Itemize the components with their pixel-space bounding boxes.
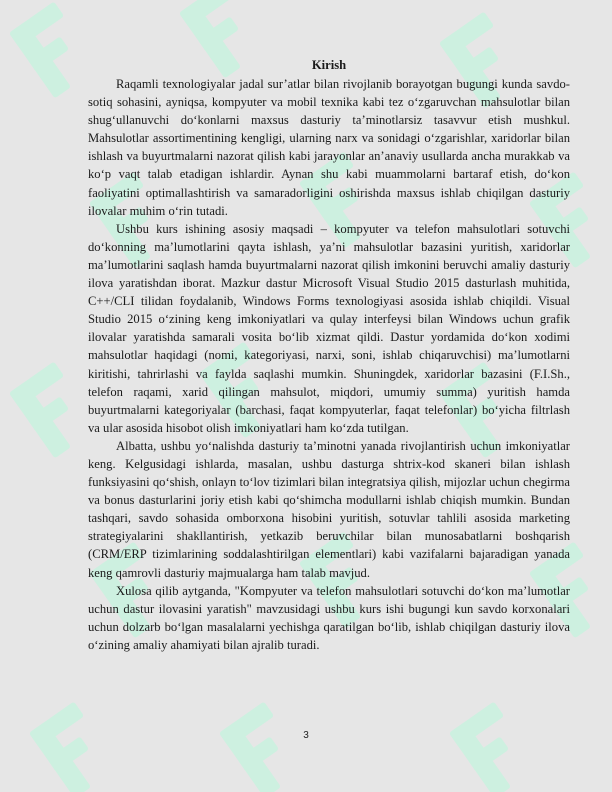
watermark-mark (449, 701, 540, 792)
paragraph-2: Ushbu kurs ishining asosiy maqsadi – kompyuter va telefon mahsulotlari sotuvchi do‘konning ma’lumotlarini qayta ishlash, ya’ni mahsulotlar bazasini yuritish, xaridorlar ma’lumotlarini saqlash hamda buyurtmalarni nazorat qilish imkonini beruvchi amaliy dasturiy ilova yaratishdan iborat. Mazkur dastur Microsoft Visual Studio 2015 dasturlash muhitida, C++/CLI tilidan foydalanib, Windows Forms texnologiyasi asosida ishlab chiqildi. Visual Studio 2015 o‘zining keng imkoniyatlari va qulay interfeysi bilan Windows uchun grafik ilovalar yaratishda samarali vosita bo‘lib xizmat qildi. Dastur yordamida do‘kon xodimi mahsulotlar haqidagi (nomi, kategoriyasi, narxi, soni, ishlab chiqaruvchisi) ma’lumotlarni kiritishi, tahrirlashi va faylda saqlashi mumkin. Shuningdek, xaridorlar bazasini (F.I.Sh., telefon raqami, xarid qilingan mahsulot, miqdori, umumiy summa) yuritish hamda buyurtmalarni kategoriyalar (barchasi, faqat kompyuterlar, faqat telefonlar) bo‘yicha filtrlash va ular asosida hisobot olish imkoniyatlari ham ko‘zda tutilgan. (88, 221, 570, 435)
watermark-mark (29, 701, 120, 792)
paragraph-4: Xulosa qilib aytganda, "Kompyuter va telefon mahsulotlari sotuvchi do‘kon ma’lumotlar uchun dastur ilovasini yaratish" mavzusidagi ushbu kurs ishi bugungi kun savdo korxonalari uchun dolzarb bo‘lgan masalalarni yechishga qaratilgan bo‘lib, ishlab chiqilgan dasturiy ilova o‘zining amaliy ahamiyati bilan ajralib turadi. (88, 583, 570, 652)
watermark-mark (219, 701, 310, 792)
paragraph-3: Albatta, ushbu yo‘nalishda dasturiy ta’minotni yanada rivojlantirish uchun imkoniyatlar keng. Kelgusidagi ishlarda, masalan, ushbu dasturga shtrix-kod skaneri bilan ishlash funksiyasini qo‘shish, onlayn to‘lov tizimlari bilan integratsiya qilish, mijozlar uchun chegirma va bonus dasturlarini joriy etish kabi qo‘shimcha modullarni ishlab chiqish mumkin. Bundan tashqari, savdo sohasida omborxona hisobini yuritish, sotuvlar tahlili asosida marketing strategiyalarini shakllantirish, yetkazib beruvchilar bilan munosabatlarni boshqarish (CRM/ERP tizimlarining soddalashtirilgan elementlari) kabi vazifalarni bajaradigan yanada keng qamrovli dasturiy majmualarga ham talab mavjud. (88, 438, 570, 580)
watermark-mark (9, 361, 100, 458)
watermark-mark (9, 1, 100, 98)
document-body (88, 56, 570, 654)
document-title: Kirish (311, 58, 347, 72)
page-number: 3 (303, 730, 309, 741)
paragraph-1: Raqamli texnologiyalar jadal sur’atlar bilan rivojlanib borayotgan bugungi kunda savdo-sotiq sohasini, ayniqsa, kompyuter va mobil texnika kabi tez o‘zgaruvchan mahsulotlar bilan shug‘ullanuvchi do‘konlarni maxsus dasturiy ta’minotlarsiz tasavvur etish mushkul. Mahsulotlar assortimentining kengligi, ularning narx va sonidagi o‘zgarishlar, xaridorlar bilan ishlash va buyurtmalarni nazorat qilish kabi jarayonlar an’anaviy usullarda ancha murakkab va ko‘p vaqt talab etadigan ishlardir. Aynan shu kabi muammolarni bartaraf etish, do‘kon faoliyatini optimallashtirish va samaradorligini oshirishda maxsus ishlab chiqilgan dasturiy ilovalar muhim o‘rin tutadi. (88, 77, 570, 218)
